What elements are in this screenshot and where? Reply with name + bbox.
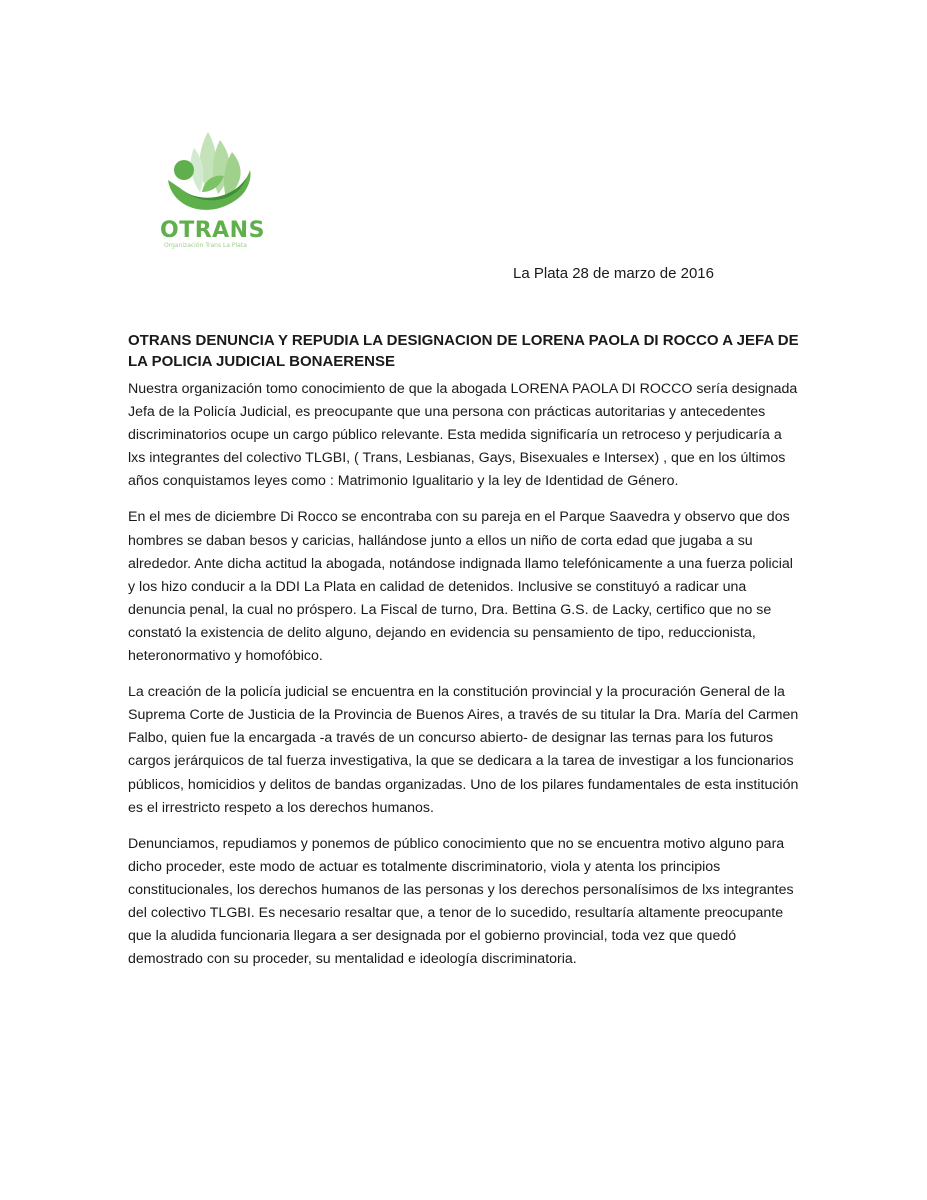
- paragraph-3: La creación de la policía judicial se encuentra en la constitución provincial y la procuración General de la Suprema Corte de Justicia de la Provincia de Buenos Aires, a través de su titular la Dra. María del Carmen Falbo, quien fue la encargada -a través de un concurso abierto- de designar las ternas para los futuros cargos jerárquicos de tal fuerza investigativa, la que se dedicara a la tarea de investigar a los funcionarios públicos, homicidios y delitos de bandas organizadas. Uno de los pilares fundamentales de esta institución es el irrestricto respeto a los derechos humanos.: [128, 684, 799, 816]
- logo-wordmark: OTRANS: [160, 218, 265, 243]
- logo-tagline: Organización Trans La Plata: [164, 242, 247, 249]
- paragraph-2: En el mes de diciembre Di Rocco se encontraba con su pareja en el Parque Saavedra y observo que dos hombres se daban besos y caricias, hallándose junto a ellos un niño de corta edad que jugaba a su alrededor. Ante dicha actitud la abogada, notándose indignada llamo telefónicamente a una fuerza policial y los hizo conducir a la DDI La Plata en calidad de detenidos. Inclusive se constituyó a radicar una denuncia penal, la cual no próspero. La Fiscal de turno, Dra. Bettina G.S. de Lacky, certifico que no se constató la existencia de delito alguno, dejando en evidencia su pensamiento de tipo, reduccionista, heteronormativo y homofóbico.: [128, 509, 793, 665]
- otrans-logo: [158, 130, 265, 255]
- document-title: OTRANS DENUNCIA Y REPUDIA LA DESIGNACION DE LORENA PAOLA DI ROCCO A JEFA DE LA POLICIA JUDICIAL BONAERENSE: [128, 332, 799, 370]
- otrans-leaf-emblem-icon: [158, 130, 258, 220]
- document-body: [128, 330, 800, 984]
- document-date: La Plata 28 de marzo de 2016: [513, 265, 714, 282]
- paragraph-1: Nuestra organización tomo conocimiento de que la abogada LORENA PAOLA DI ROCCO sería designada Jefa de la Policía Judicial, es preocupante que una persona con prácticas autoritarias y antecedentes discriminatorios ocupe un cargo público relevante. Esta medida significaría un retroceso y perjudicaría a lxs integrantes del colectivo TLGBI, ( Trans, Lesbianas, Gays, Bisexuales e Intersex) , que en los últimos años conquistamos leyes como : Matrimonio Igualitario y la ley de Identidad de Género.: [128, 381, 798, 490]
- paragraph-4: Denunciamos, repudiamos y ponemos de público conocimiento que no se encuentra motivo alguno para dicho proceder, este modo de actuar es totalmente discriminatorio, viola y atenta los principios constitucionales, los derechos humanos de las personas y los derechos personalísimos de lxs integrantes del colectivo TLGBI. Es necesario resaltar que, a tenor de lo sucedido, resultaría altamente preocupante que la aludida funcionaria llegara a ser designada por el gobierno provincial, toda vez que quedó demostrado con su proceder, su mentalidad e ideología discriminatoria.: [128, 835, 794, 968]
